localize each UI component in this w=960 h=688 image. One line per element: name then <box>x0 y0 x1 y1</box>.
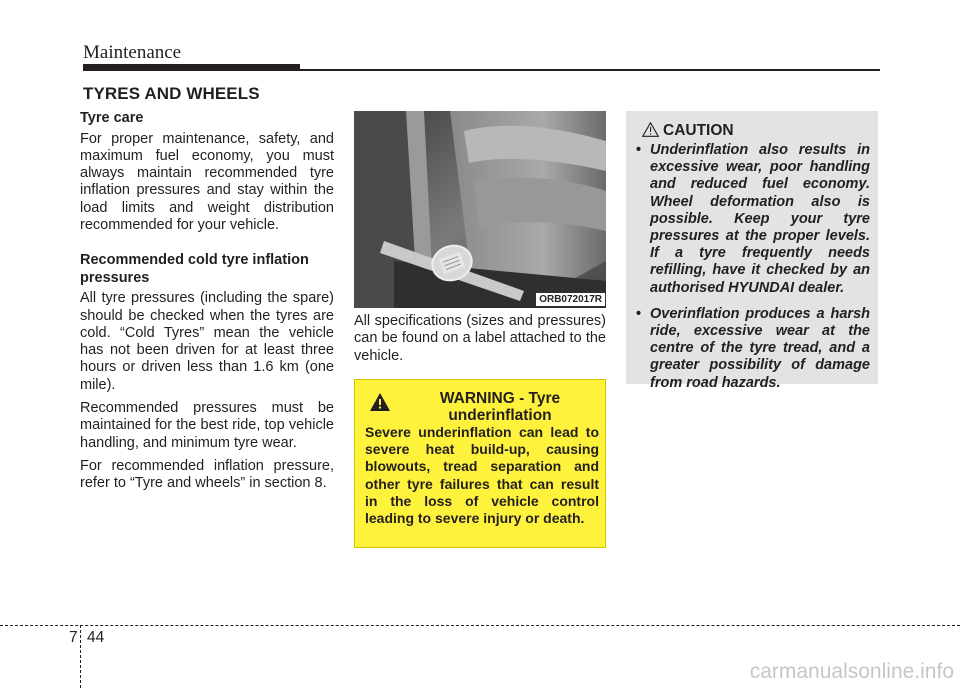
caution-box <box>626 111 878 391</box>
refer-section-paragraph: For recommended inflation pressure, refer to “Tyre and wheels” in section 8. <box>80 457 334 492</box>
left-column <box>80 110 334 499</box>
caution-item: • Overinflation produces a harsh ride, excessive wear at the centre of the tyre tread, and a greater possibility of damage from road hazards. <box>636 305 870 391</box>
door-pillar-label-photo <box>354 111 606 308</box>
page-header-title: Maintenance <box>83 42 182 63</box>
figure-code: ORB072017R <box>536 293 605 306</box>
caution-item: • Underinflation also results in excessive wear, poor handling and reduced fuel economy. Wheel deformation also is possible. Keep your tyre pressures at the proper levels. If a tyre frequently needs refilling, have it checked by an authorised HYUNDAI dealer. <box>636 142 870 296</box>
footer-divider <box>0 625 960 626</box>
warning-box <box>354 379 606 548</box>
tyre-care-heading: Tyre care <box>80 110 144 126</box>
caution-title: CAUTION <box>663 122 734 139</box>
tyre-care-paragraph: For proper maintenance, safety, and maximum fuel economy, you must always maintain recommended tyre inflation pressures and stay within the load limits and weight distribution recommended for your vehicle. <box>80 130 334 233</box>
header-rule <box>83 69 880 71</box>
cold-pressures-paragraph: All tyre pressures (including the spare) should be checked when the tyres are cold. “Cold Tyres” mean the vehicle has not been driven for at least three hours or driven less than 1.6 km (one mile). <box>80 290 334 393</box>
watermark: carmanualsonline.info <box>749 660 954 683</box>
warning-title: WARNING - Tyre underinflation <box>439 390 561 424</box>
caution-triangle-icon <box>642 122 659 137</box>
caution-list <box>636 142 870 401</box>
section-heading: TYRES AND WHEELS <box>83 84 260 103</box>
warning-text: Severe underinflation can lead to severe heat build-up, causing blowouts, tread separation and other tyre failures that can result in the loss of vehicle control leading to severe injury or death. <box>365 424 599 527</box>
cold-pressures-heading: Recommended cold tyre inflation pressures <box>80 252 309 286</box>
page-number: 44 <box>87 629 105 646</box>
specifications-paragraph: All specifications (sizes and pressures) can be found on a label attached to the vehicle. <box>354 313 606 364</box>
footer-vertical-divider <box>80 625 81 688</box>
chapter-number: 7 <box>69 629 78 646</box>
maintain-pressures-paragraph: Recommended pressures must be maintained for the best ride, top vehicle handling, and minimum tyre wear. <box>80 400 334 451</box>
